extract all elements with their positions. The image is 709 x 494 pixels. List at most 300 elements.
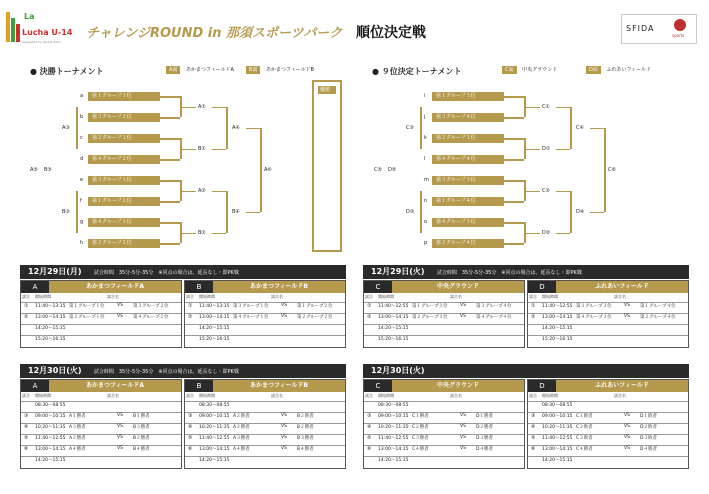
row-time: 08:30〜08:55: [35, 403, 66, 408]
row-vs: VS: [117, 446, 123, 451]
field-code: D: [528, 281, 556, 293]
row-time: 14:20〜15:15: [542, 326, 573, 331]
bracket-line: [556, 233, 570, 235]
bracket-line: [160, 201, 180, 203]
round1-label: C①: [542, 103, 550, 110]
entry-key: m: [424, 177, 429, 183]
field-legend-b: B面 あかまつフィールドB: [246, 66, 314, 73]
bracket-line: [160, 96, 180, 98]
ninth-place-bracket: [354, 60, 709, 260]
entry-team: 第３グループ１位: [88, 176, 160, 185]
bracket-line: [180, 107, 196, 109]
side-label: C③: [406, 124, 414, 131]
field-name: ふれあいフィールド: [556, 380, 688, 392]
row-away: 第１グループ２位: [297, 304, 333, 309]
row-home: A１勝者: [69, 414, 86, 419]
entry-team: 第２グループ３位: [432, 134, 504, 143]
bracket-line: [180, 149, 196, 151]
row-vs: VS: [281, 413, 287, 418]
bracket-heading-9: ● ９位決定トーナメント: [372, 67, 462, 76]
col-time: 開始時間: [378, 393, 394, 398]
row-time: 09:00〜10:15: [542, 414, 573, 419]
row-time: 14:20〜15:15: [378, 326, 409, 331]
field-name: あかまつフィールドA: [49, 380, 181, 392]
entry-team: 第２グループ４位: [432, 239, 504, 248]
col-time: 開始時間: [35, 393, 51, 398]
col-match: 試合名: [107, 294, 119, 299]
entry-key: c: [80, 135, 83, 141]
row-home: 第２グループ１位: [69, 315, 105, 320]
row-vs: VS: [117, 303, 123, 308]
far-label: C⑤: [374, 166, 382, 173]
bracket-line: [246, 212, 260, 214]
row-away: D４勝者: [476, 447, 493, 452]
row-home: A２勝者: [69, 436, 86, 441]
entry-team: 第４グループ４位: [432, 155, 504, 164]
row-no: ④: [367, 424, 372, 430]
row-away: B１勝者: [133, 414, 150, 419]
row-time: 13:00〜14:15: [378, 447, 409, 452]
field-name: あかまつフィールドB: [213, 281, 345, 293]
bracket-line: [160, 222, 180, 224]
day2-date-right: 12月30日(火): [371, 366, 425, 375]
entry-team: 第１グループ２位: [88, 197, 160, 206]
row-home: 第３グループ３位: [576, 304, 612, 309]
bracket-line: [590, 128, 604, 130]
row-time: 15:20〜16:15: [199, 337, 230, 342]
entry-key: n: [424, 198, 428, 204]
entry-team: 第４グループ１位: [88, 218, 160, 227]
entry-key: h: [80, 240, 84, 246]
col-time: 開始時間: [378, 294, 394, 299]
left-bracket-lines: [0, 60, 312, 260]
schedule-block: [20, 379, 182, 469]
row-time: 11:40〜12:55: [542, 436, 573, 441]
bracket-line: [160, 138, 180, 140]
row-vs: VS: [281, 435, 287, 440]
col-match: 試合名: [614, 294, 626, 299]
row-away: D１勝者: [476, 414, 493, 419]
round2-label: B④: [232, 208, 240, 215]
row-vs: VS: [117, 435, 123, 440]
bracket-line: [556, 191, 570, 193]
bracket-line: [260, 128, 262, 212]
row-no: ②: [531, 314, 536, 320]
far-label: A⑤: [30, 166, 38, 173]
col-time: 開始時間: [199, 294, 215, 299]
bracket-line: [504, 222, 524, 224]
row-time: 14:20〜15:15: [542, 458, 573, 463]
row-time: 08:30〜08:55: [542, 403, 573, 408]
row-vs: VS: [117, 424, 123, 429]
doc-title: 順位決定戦: [356, 25, 426, 41]
row-vs: VS: [460, 303, 466, 308]
round2-label: A④: [232, 124, 240, 131]
row-time: 14:20〜15:15: [378, 458, 409, 463]
bracket-line: [420, 107, 422, 149]
row-no: ③: [367, 413, 372, 419]
round1-label: B②: [198, 229, 206, 236]
row-time: 09:00〜10:15: [378, 414, 409, 419]
schedule-block: [527, 280, 689, 348]
bracket-line: [76, 191, 78, 233]
row-away: B２勝者: [297, 425, 314, 430]
row-time: 15:20〜16:15: [542, 337, 573, 342]
bracket-line: [556, 107, 570, 109]
day2-schedule: [0, 379, 709, 489]
day1-date: 12月29日(月): [28, 267, 82, 276]
row-away: 第２グループ４位: [640, 315, 676, 320]
row-away: 第２グループ２位: [297, 315, 333, 320]
round1-label: C②: [542, 187, 550, 194]
round1-label: A①: [198, 103, 206, 110]
bracket-line: [226, 191, 228, 233]
row-time: 11:40〜12:55: [199, 436, 230, 441]
row-home: C２勝者: [412, 425, 429, 430]
field-code: A: [21, 380, 49, 392]
col-match: 試合名: [271, 294, 283, 299]
bracket-line: [504, 96, 524, 98]
row-home: C４勝者: [412, 447, 429, 452]
bracket-line: [226, 107, 228, 149]
day2-info: 試合時間 35分-5分-35分 ※同点の場合は、延長なし・即PK戦: [93, 369, 239, 375]
entry-team: 第２グループ２位: [88, 239, 160, 248]
row-home: C４勝者: [576, 447, 593, 452]
entry-key: g: [80, 219, 84, 225]
entry-key: p: [424, 240, 428, 246]
row-home: A２勝者: [233, 425, 250, 430]
row-away: D３敗者: [640, 436, 657, 441]
row-vs: VS: [624, 446, 630, 451]
row-no: ③: [24, 413, 29, 419]
row-time: 13:00〜14:15: [542, 315, 573, 320]
row-time: 11:40〜13:15: [199, 304, 230, 309]
row-vs: VS: [460, 314, 466, 319]
entry-key: b: [80, 114, 84, 120]
row-time: 08:30〜08:55: [199, 403, 230, 408]
row-time: 14:20〜15:15: [35, 326, 66, 331]
winner-label: 優勝: [320, 87, 331, 93]
round1-label: D②: [542, 229, 551, 236]
col-match: 試合名: [614, 393, 626, 398]
bracket-line: [590, 212, 604, 214]
day1-header-left: [20, 265, 346, 279]
entry-key: a: [80, 93, 84, 99]
row-vs: VS: [624, 435, 630, 440]
row-vs: VS: [117, 314, 123, 319]
entry-team: 第１グループ３位: [432, 92, 504, 101]
row-no: ⑥: [24, 446, 29, 452]
row-time: 11:40〜12:55: [378, 304, 409, 309]
row-time: 10:20〜11:35: [199, 425, 230, 430]
row-no: ①: [188, 303, 193, 309]
row-home: C３勝者: [412, 436, 429, 441]
far-label: B⑤: [44, 166, 52, 173]
col-time: 開始時間: [542, 393, 558, 398]
col-time: 開始時間: [35, 294, 51, 299]
row-vs: VS: [117, 413, 123, 418]
header: [0, 0, 709, 58]
bracket-line: [180, 233, 196, 235]
row-no: ①: [24, 303, 29, 309]
day2-date: 12月30日(火): [28, 366, 82, 375]
row-time: 08:30〜08:55: [378, 403, 409, 408]
row-away: 第１グループ４位: [640, 304, 676, 309]
logo-sub: Presented by adidas 2021: [22, 40, 62, 44]
row-home: 第４グループ１位: [233, 315, 269, 320]
field-name: 中央グラウンド: [392, 281, 524, 293]
col-no: 試合: [22, 294, 30, 299]
bracket-line: [160, 180, 180, 182]
round1-label: D①: [542, 145, 551, 152]
row-no: ②: [24, 314, 29, 320]
col-match: 試合名: [271, 393, 283, 398]
bracket-line: [604, 128, 606, 212]
side-label: B③: [62, 208, 70, 215]
row-vs: VS: [624, 413, 630, 418]
row-home: C２敗者: [576, 425, 593, 430]
col-no: 試合: [365, 294, 373, 299]
side-label: D③: [406, 208, 415, 215]
round1-label: A②: [198, 187, 206, 194]
row-no: ⑤: [24, 435, 29, 441]
col-time: 開始時間: [199, 393, 215, 398]
row-no: ⑥: [531, 446, 536, 452]
bracket-line: [556, 149, 570, 151]
entry-key: f: [80, 198, 82, 204]
field-code: C: [364, 380, 392, 392]
field-name: あかまつフィールドB: [213, 380, 345, 392]
row-home: 第２グループ３位: [412, 315, 448, 320]
round2-label: C④: [576, 124, 584, 131]
row-time: 11:40〜12:55: [378, 436, 409, 441]
logo-lucha: Lucha U-14: [22, 28, 73, 37]
round1-label: B①: [198, 145, 206, 152]
row-no: ①: [531, 303, 536, 309]
row-away: B３勝者: [133, 425, 150, 430]
row-time: 13:00〜14:15: [199, 447, 230, 452]
row-home: 第１グループ３位: [412, 304, 448, 309]
row-no: ①: [367, 303, 372, 309]
row-vs: VS: [460, 435, 466, 440]
row-home: A３勝者: [69, 425, 86, 430]
row-away: 第４グループ２位: [133, 315, 169, 320]
field-name: あかまつフィールドA: [49, 281, 181, 293]
row-no: ⑥: [367, 446, 372, 452]
row-time: 13:00〜14:15: [35, 315, 66, 320]
schedule-block: [363, 379, 525, 469]
row-time: 14:20〜15:15: [199, 458, 230, 463]
col-no: 試合: [365, 393, 373, 398]
entry-key: l: [424, 156, 426, 162]
row-no: ⑥: [188, 446, 193, 452]
day1-schedule: [0, 280, 709, 360]
bracket-line: [212, 149, 226, 151]
bracket-line: [160, 243, 180, 245]
bracket-line: [212, 107, 226, 109]
row-home: A２敗者: [233, 414, 250, 419]
row-vs: VS: [281, 424, 287, 429]
schedule-block: [20, 280, 182, 348]
day1-date-right: 12月29日(火): [371, 267, 425, 276]
row-time: 09:00〜10:15: [199, 414, 230, 419]
row-time: 10:20〜11:35: [542, 425, 573, 430]
row-away: D３勝者: [476, 436, 493, 441]
field-legend-c: C面 中央グラウンド: [502, 66, 557, 73]
bracket-line: [160, 117, 180, 119]
row-vs: VS: [281, 314, 287, 319]
day1-info: 試合時間 35分-5分-35分 ※同点の場合は、延長なし・即PK戦: [93, 270, 239, 276]
winner-box: [312, 80, 342, 252]
bracket-line: [420, 191, 422, 233]
row-vs: VS: [281, 446, 287, 451]
entry-key: d: [80, 156, 84, 162]
bracket-line: [524, 149, 540, 151]
field-code: D: [528, 380, 556, 392]
col-no: 試合: [22, 393, 30, 398]
row-home: 第４グループ３位: [576, 315, 612, 320]
schedule-block: [184, 379, 346, 469]
field-code: C: [364, 281, 392, 293]
side-label: A③: [62, 124, 70, 131]
row-home: C１敗者: [576, 414, 593, 419]
row-home: 第３グループ１位: [233, 304, 269, 309]
col-time: 開始時間: [542, 294, 558, 299]
row-no: ③: [188, 413, 193, 419]
bracket-line: [524, 191, 540, 193]
field-legend-a: A面 あかまつフィールドA: [166, 66, 234, 73]
col-no: 試合: [529, 393, 537, 398]
row-away: D２敗者: [640, 425, 657, 430]
round2-label: D④: [576, 208, 585, 215]
bracket-line: [504, 243, 524, 245]
row-time: 10:20〜11:35: [378, 425, 409, 430]
bracket-heading: ● 決勝トーナメント: [30, 67, 104, 76]
bracket-line: [246, 128, 260, 130]
day1-info-right: 試合時間 35分-5分-35分 ※同点の場合は、延長なし・即PK戦: [436, 270, 582, 276]
event-title: チャレンジROUND in 那須スポーツパーク: [86, 26, 343, 41]
entry-team: 第３グループ３位: [432, 176, 504, 185]
row-vs: VS: [624, 303, 630, 308]
bracket-line: [212, 191, 226, 193]
row-away: D１敗者: [640, 414, 657, 419]
field-code: A: [21, 281, 49, 293]
row-time: 14:20〜15:15: [199, 326, 230, 331]
row-time: 09:00〜10:15: [35, 414, 66, 419]
col-match: 試合名: [450, 393, 462, 398]
row-time: 11:40〜12:55: [542, 304, 573, 309]
row-time: 11:40〜12:55: [35, 436, 66, 441]
row-away: D２勝者: [476, 425, 493, 430]
bracket-line: [160, 159, 180, 161]
entry-key: o: [424, 219, 428, 225]
col-no: 試合: [529, 294, 537, 299]
row-away: B３勝者: [297, 436, 314, 441]
bracket-line: [524, 107, 540, 109]
row-away: 第４グループ４位: [476, 315, 512, 320]
bracket-line: [504, 138, 524, 140]
row-time: 13:00〜14:15: [542, 447, 573, 452]
day2-header-right: [363, 364, 689, 378]
entry-team: 第４グループ３位: [432, 218, 504, 227]
final-label: A⑥: [264, 166, 272, 173]
col-match: 試合名: [450, 294, 462, 299]
row-time: 13:00〜14:15: [199, 315, 230, 320]
logo: [6, 8, 73, 48]
sponsor-name: SFIDA: [626, 24, 655, 33]
row-time: 14:20〜15:15: [35, 458, 66, 463]
entry-key: k: [424, 135, 427, 141]
row-away: B２勝者: [133, 436, 150, 441]
row-home: 第１グループ１位: [69, 304, 105, 309]
row-vs: VS: [460, 446, 466, 451]
row-no: ⑤: [367, 435, 372, 441]
row-no: ④: [188, 424, 193, 430]
row-away: 第３グループ４位: [476, 304, 512, 309]
row-home: C１勝者: [412, 414, 429, 419]
row-home: A３勝者: [233, 436, 250, 441]
field-name: 中央グラウンド: [392, 380, 524, 392]
entry-team: 第４グループ２位: [88, 155, 160, 164]
far-label: D⑤: [388, 166, 397, 173]
field-code: B: [185, 281, 213, 293]
field-name: ふれあいフィールド: [556, 281, 688, 293]
row-home: C３敗者: [576, 436, 593, 441]
row-no: ④: [531, 424, 536, 430]
row-no: ②: [188, 314, 193, 320]
bracket-line: [504, 201, 524, 203]
right-bracket-lines: [354, 60, 709, 260]
row-vs: VS: [281, 303, 287, 308]
row-no: ④: [24, 424, 29, 430]
final-bracket: [0, 60, 354, 260]
row-home: A４勝者: [233, 447, 250, 452]
row-time: 15:20〜16:15: [35, 337, 66, 342]
row-time: 13:00〜14:15: [35, 447, 66, 452]
bracket-line: [570, 191, 572, 233]
bracket-line: [504, 180, 524, 182]
bracket-line: [504, 159, 524, 161]
row-away: 第３グループ２位: [133, 304, 169, 309]
row-away: B４勝者: [133, 447, 150, 452]
row-vs: VS: [624, 424, 630, 429]
bracket-line: [570, 107, 572, 149]
field-legend-d: D面 ふれあいフィールド: [586, 66, 651, 73]
row-time: 15:20〜16:15: [378, 337, 409, 342]
entry-key: e: [80, 177, 84, 183]
field-code: B: [185, 380, 213, 392]
entry-key: j: [424, 114, 426, 120]
sponsor-sub: sports: [672, 33, 685, 38]
schedule-block: [363, 280, 525, 348]
bracket-line: [212, 233, 226, 235]
bracket-line: [180, 191, 196, 193]
logo-la: La: [24, 12, 35, 21]
entry-team: 第２グループ１位: [88, 134, 160, 143]
row-no: ③: [531, 413, 536, 419]
entry-team: 第１グループ１位: [88, 92, 160, 101]
col-match: 試合名: [107, 393, 119, 398]
row-away: B２敗者: [297, 414, 314, 419]
row-time: 10:20〜11:35: [35, 425, 66, 430]
entry-team: 第３グループ４位: [432, 113, 504, 122]
row-away: B４勝者: [297, 447, 314, 452]
schedule-block: [527, 379, 689, 469]
row-no: ⑤: [188, 435, 193, 441]
row-vs: VS: [460, 413, 466, 418]
entry-team: 第３グループ２位: [88, 113, 160, 122]
day1-header-right: [363, 265, 689, 279]
